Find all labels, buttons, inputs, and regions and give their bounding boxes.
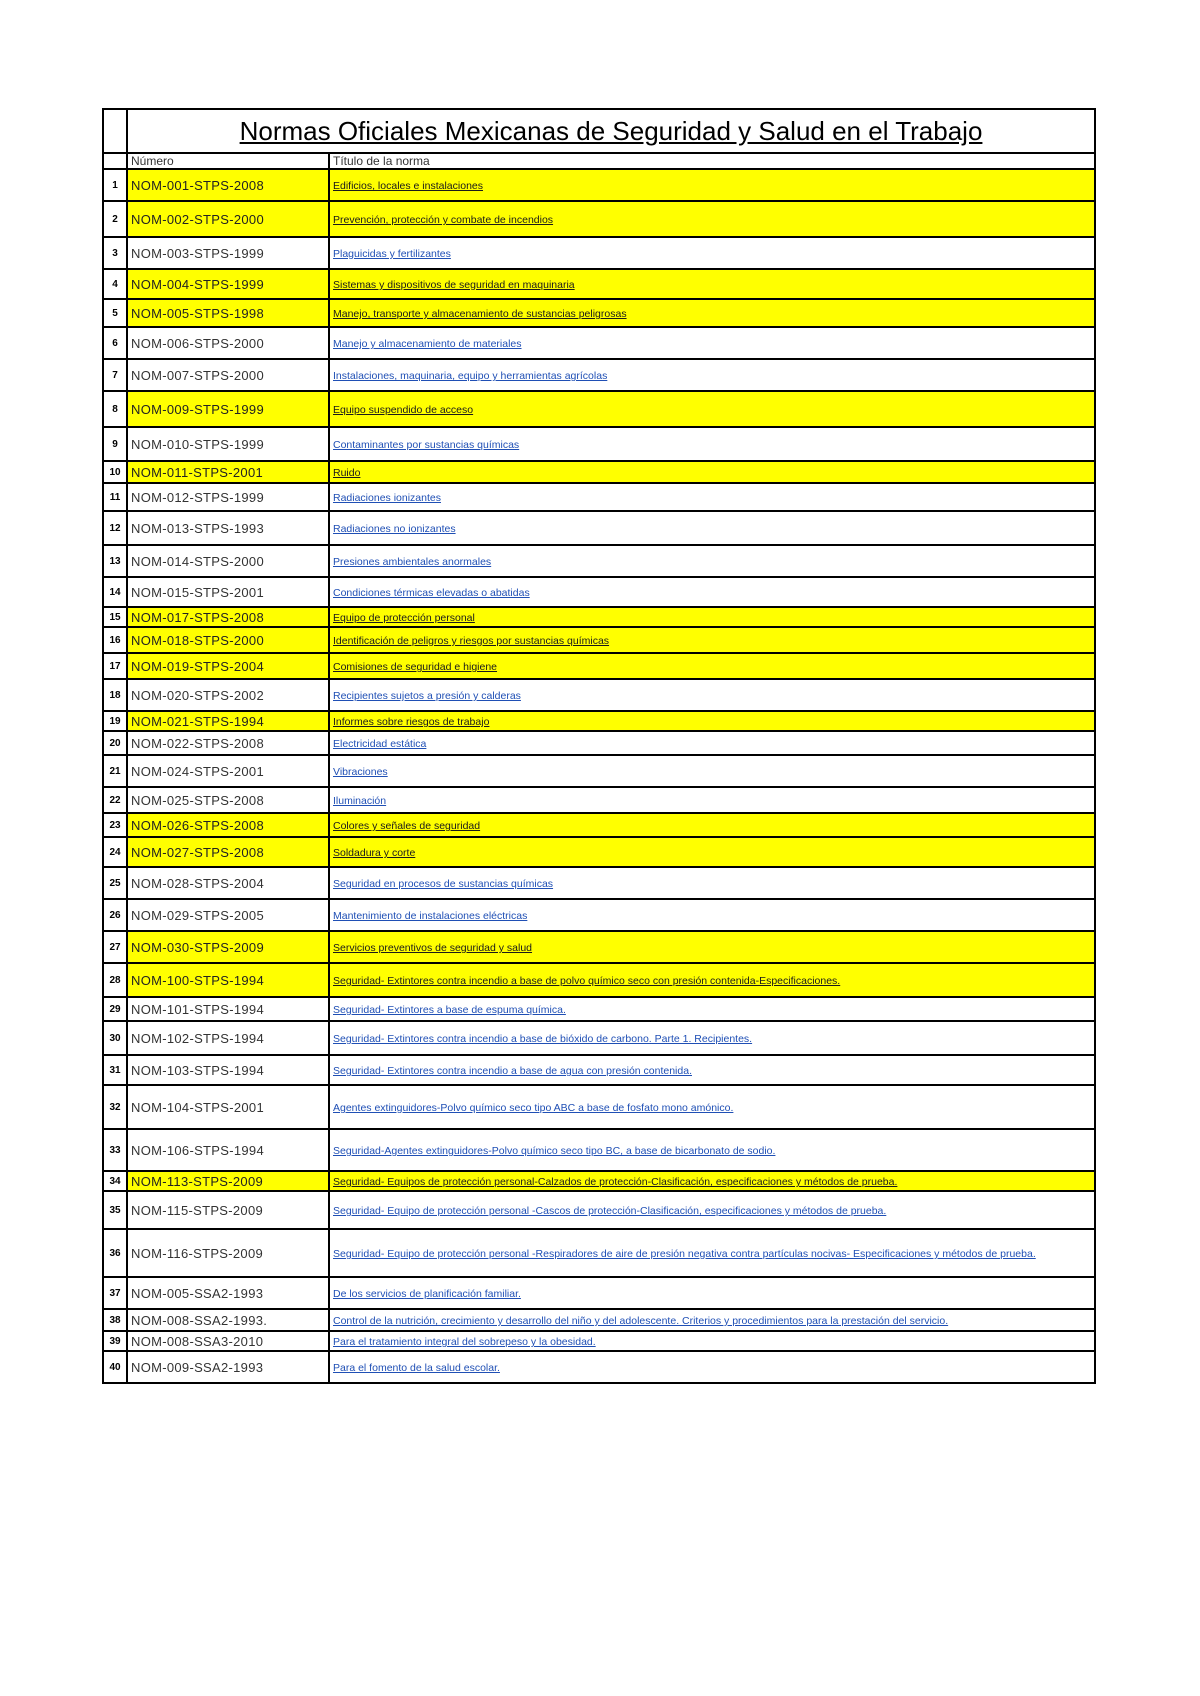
norm-title-link[interactable]: Colores y señales de seguridad [333,820,481,832]
norm-title-cell [329,1331,1095,1351]
norm-title-cell [329,461,1095,483]
row-index: 35 [103,1191,127,1229]
norm-title-link[interactable]: Seguridad- Extintores contra incendio a base de polvo químico seco con presión contenida-Especificaciones. [333,975,841,987]
norm-number: NOM-006-STPS-2000 [127,327,329,359]
norm-title-link[interactable]: Ruido [333,467,361,479]
norm-number: NOM-103-STPS-1994 [127,1055,329,1085]
row-index: 21 [103,755,127,787]
norm-number: NOM-014-STPS-2000 [127,545,329,577]
table-row [103,427,1095,461]
norm-title-cell [329,1277,1095,1309]
norm-number: NOM-019-STPS-2004 [127,653,329,679]
norm-title-link[interactable]: Seguridad- Equipo de protección personal -Respiradores de aire de presión negativa contra partículas nocivas- Especificaciones y métodos de prueba. [333,1248,1036,1260]
norm-title-link[interactable]: Instalaciones, maquinaria, equipo y herramientas agrícolas [333,370,608,382]
norm-title-cell [329,813,1095,837]
norm-title-link[interactable]: Seguridad- Equipos de protección personal-Calzados de protección-Clasificación, especificaciones y métodos de prueba. [333,1176,898,1188]
norm-title-cell [329,1129,1095,1171]
norm-title-link[interactable]: Manejo y almacenamiento de materiales [333,338,522,350]
norm-title-cell [329,299,1095,327]
norm-title-cell [329,201,1095,237]
row-index: 15 [103,607,127,627]
norm-title-cell [329,899,1095,931]
norm-number: NOM-116-STPS-2009 [127,1229,329,1277]
norm-title-cell [329,427,1095,461]
norm-title-cell [329,511,1095,545]
norm-number: NOM-009-SSA2-1993 [127,1351,329,1383]
norm-title-cell [329,1229,1095,1277]
row-index: 25 [103,867,127,899]
norm-number: NOM-101-STPS-1994 [127,997,329,1021]
table-row [103,679,1095,711]
norm-title-link[interactable]: Agentes extinguidores-Polvo químico seco tipo ABC a base de fosfato mono amónico. [333,1102,734,1114]
column-header-title: Título de la norma [329,153,1095,169]
row-index: 19 [103,711,127,731]
norm-title-cell [329,327,1095,359]
norm-title-cell [329,1055,1095,1085]
norm-title-link[interactable]: Vibraciones [333,766,388,778]
norm-title-cell [329,731,1095,755]
norm-number: NOM-027-STPS-2008 [127,837,329,867]
norm-title-cell [329,237,1095,269]
table-row [103,627,1095,653]
table-row [103,1277,1095,1309]
table-row [103,1229,1095,1277]
table-row [103,201,1095,237]
norm-title-link[interactable]: Seguridad- Extintores contra incendio a base de agua con presión contenida. [333,1065,692,1077]
norm-number: NOM-028-STPS-2004 [127,867,329,899]
norm-number: NOM-010-STPS-1999 [127,427,329,461]
row-index: 27 [103,931,127,963]
norm-title-cell [329,1171,1095,1191]
table-row [103,731,1095,755]
norm-number: NOM-002-STPS-2000 [127,201,329,237]
norm-title-link[interactable]: De los servicios de planificación familiar. [333,1288,521,1300]
norm-title-link[interactable]: Comisiones de seguridad e higiene [333,661,498,673]
row-index: 38 [103,1309,127,1331]
norm-number: NOM-004-STPS-1999 [127,269,329,299]
norm-number: NOM-009-STPS-1999 [127,391,329,427]
row-index: 30 [103,1021,127,1055]
norm-title-link[interactable]: Plaguicidas y fertilizantes [333,248,451,260]
row-index: 8 [103,391,127,427]
table-row [103,1309,1095,1331]
norm-number: NOM-106-STPS-1994 [127,1129,329,1171]
row-index: 7 [103,359,127,391]
norm-number: NOM-102-STPS-1994 [127,1021,329,1055]
norm-title-link[interactable]: Informes sobre riesgos de trabajo [333,716,490,728]
table-row [103,461,1095,483]
norm-title-link[interactable]: Para el tratamiento integral del sobrepeso y la obesidad. [333,1336,596,1348]
table-row [103,327,1095,359]
table-row [103,1171,1095,1191]
norm-title-link[interactable]: Presiones ambientales anormales [333,556,492,568]
norm-number: NOM-011-STPS-2001 [127,461,329,483]
norm-title-link[interactable]: Electricidad estática [333,738,427,750]
row-index: 32 [103,1085,127,1129]
norm-title-link[interactable]: Servicios preventivos de seguridad y salud [333,942,533,954]
table-row [103,1021,1095,1055]
table-row [103,511,1095,545]
norm-title-cell [329,391,1095,427]
table-row [103,1055,1095,1085]
row-index: 36 [103,1229,127,1277]
row-index: 13 [103,545,127,577]
table-row [103,607,1095,627]
norm-title-link[interactable]: Edificios, locales e instalaciones [333,180,483,192]
norm-title-link[interactable]: Identificación de peligros y riesgos por sustancias químicas [333,635,610,647]
table-row [103,931,1095,963]
row-index: 12 [103,511,127,545]
row-index: 23 [103,813,127,837]
norm-title-cell [329,1191,1095,1229]
norm-number: NOM-025-STPS-2008 [127,787,329,813]
table-row [103,391,1095,427]
row-index: 18 [103,679,127,711]
table-row [103,1191,1095,1229]
norm-title-link[interactable]: Equipo de protección personal [333,612,475,624]
norm-number: NOM-104-STPS-2001 [127,1085,329,1129]
table-row [103,359,1095,391]
norm-title-cell [329,867,1095,899]
norm-title-cell [329,1309,1095,1331]
norm-title-link[interactable]: Seguridad- Equipo de protección personal -Cascos de protección-Clasificación, especificaciones y métodos de prueba. [333,1205,887,1217]
norm-number: NOM-012-STPS-1999 [127,483,329,511]
norm-number: NOM-100-STPS-1994 [127,963,329,997]
norm-title-link[interactable]: Radiaciones no ionizantes [333,523,456,535]
table-row [103,269,1095,299]
table-row [103,867,1095,899]
row-index: 33 [103,1129,127,1171]
norm-number: NOM-115-STPS-2009 [127,1191,329,1229]
norm-title-cell [329,787,1095,813]
table-row [103,1331,1095,1351]
norm-title-cell [329,483,1095,511]
norm-title-link[interactable]: Prevención, protección y combate de incendios [333,214,554,226]
norm-title-link[interactable]: Soldadura y corte [333,847,416,859]
norm-title-cell [329,545,1095,577]
norm-number: NOM-113-STPS-2009 [127,1171,329,1191]
norm-title-cell [329,1085,1095,1129]
norm-number: NOM-015-STPS-2001 [127,577,329,607]
column-header-number: Número [127,153,329,169]
norm-title-cell [329,607,1095,627]
row-index: 17 [103,653,127,679]
norm-title-link[interactable]: Para el fomento de la salud escolar. [333,1362,500,1374]
row-index: 26 [103,899,127,931]
norm-title-link[interactable]: Mantenimiento de instalaciones eléctricas [333,910,528,922]
table-row [103,813,1095,837]
table-row [103,787,1095,813]
row-index: 14 [103,577,127,607]
table-row [103,483,1095,511]
table-row [103,837,1095,867]
norm-title-cell [329,1351,1095,1383]
header-corner-cell [103,153,127,169]
norm-number: NOM-008-SSA3-2010 [127,1331,329,1351]
table-row [103,755,1095,787]
title-row [103,109,1095,153]
table-row [103,1351,1095,1383]
norm-title-link[interactable]: Condiciones térmicas elevadas o abatidas [333,587,530,599]
norm-number: NOM-030-STPS-2009 [127,931,329,963]
norm-title-cell [329,837,1095,867]
row-index: 6 [103,327,127,359]
row-index: 5 [103,299,127,327]
row-index: 16 [103,627,127,653]
table-row [103,169,1095,201]
table-row [103,1129,1095,1171]
norm-title-cell [329,1021,1095,1055]
row-index: 34 [103,1171,127,1191]
norm-title-link[interactable]: Control de la nutrición, crecimiento y desarrollo del niño y del adolescente. Criterios y procedimientos para la prestación del servicio. [333,1315,949,1327]
sheet-title: Normas Oficiales Mexicanas de Seguridad y Salud en el Trabajo [127,109,1095,153]
norm-title-link[interactable]: Recipientes sujetos a presión y calderas [333,690,521,702]
norm-title-link[interactable]: Seguridad- Extintores contra incendio a base de bióxido de carbono. Parte 1. Recipientes. [333,1033,753,1045]
norm-title-cell [329,997,1095,1021]
table-row [103,899,1095,931]
row-index: 24 [103,837,127,867]
norm-title-link[interactable]: Manejo, transporte y almacenamiento de sustancias peligrosas [333,308,627,320]
norm-title-link[interactable]: Sistemas y dispositivos de seguridad en maquinaria [333,279,575,291]
norm-title-link[interactable]: Radiaciones ionizantes [333,492,441,504]
norm-number: NOM-020-STPS-2002 [127,679,329,711]
norm-number: NOM-021-STPS-1994 [127,711,329,731]
norm-number: NOM-005-SSA2-1993 [127,1277,329,1309]
norm-title-cell [329,359,1095,391]
norm-number: NOM-024-STPS-2001 [127,755,329,787]
norm-title-link[interactable]: Seguridad-Agentes extinguidores-Polvo químico seco tipo BC, a base de bicarbonato de sodio. [333,1145,776,1157]
row-index: 1 [103,169,127,201]
table-row [103,711,1095,731]
norm-title-cell [329,755,1095,787]
norm-number: NOM-003-STPS-1999 [127,237,329,269]
norm-number: NOM-026-STPS-2008 [127,813,329,837]
norm-number: NOM-001-STPS-2008 [127,169,329,201]
row-index: 37 [103,1277,127,1309]
norm-title-link[interactable]: Equipo suspendido de acceso [333,404,474,416]
norm-number: NOM-018-STPS-2000 [127,627,329,653]
table-row [103,577,1095,607]
table-row [103,237,1095,269]
norm-number: NOM-017-STPS-2008 [127,607,329,627]
norm-title-cell [329,577,1095,607]
norm-title-link[interactable]: Seguridad- Extintores a base de espuma química. [333,1004,566,1016]
row-index: 22 [103,787,127,813]
row-index: 2 [103,201,127,237]
norm-title-link[interactable]: Seguridad en procesos de sustancias químicas [333,878,554,890]
row-index: 11 [103,483,127,511]
norm-number: NOM-008-SSA2-1993. [127,1309,329,1331]
row-index: 20 [103,731,127,755]
table-row [103,299,1095,327]
norm-title-link[interactable]: Contaminantes por sustancias químicas [333,439,520,451]
row-index: 4 [103,269,127,299]
row-index: 31 [103,1055,127,1085]
norms-table-body [103,109,1095,1383]
norm-number: NOM-005-STPS-1998 [127,299,329,327]
row-index: 10 [103,461,127,483]
norm-title-cell [329,963,1095,997]
row-index: 9 [103,427,127,461]
table-row [103,963,1095,997]
norm-title-link[interactable]: Iluminación [333,795,387,807]
norm-number: NOM-022-STPS-2008 [127,731,329,755]
row-index: 29 [103,997,127,1021]
row-index: 40 [103,1351,127,1383]
corner-cell [103,109,127,153]
norm-title-cell [329,169,1095,201]
norm-title-cell [329,679,1095,711]
header-row [103,153,1095,169]
norm-title-cell [329,269,1095,299]
norm-title-cell [329,653,1095,679]
norm-title-cell [329,627,1095,653]
row-index: 28 [103,963,127,997]
table-row [103,545,1095,577]
table-row [103,997,1095,1021]
row-index: 39 [103,1331,127,1351]
norm-title-cell [329,711,1095,731]
norms-table [102,108,1096,1384]
row-index: 3 [103,237,127,269]
norm-number: NOM-029-STPS-2005 [127,899,329,931]
norm-number: NOM-007-STPS-2000 [127,359,329,391]
table-row [103,653,1095,679]
norm-title-cell [329,931,1095,963]
norm-number: NOM-013-STPS-1993 [127,511,329,545]
table-row [103,1085,1095,1129]
